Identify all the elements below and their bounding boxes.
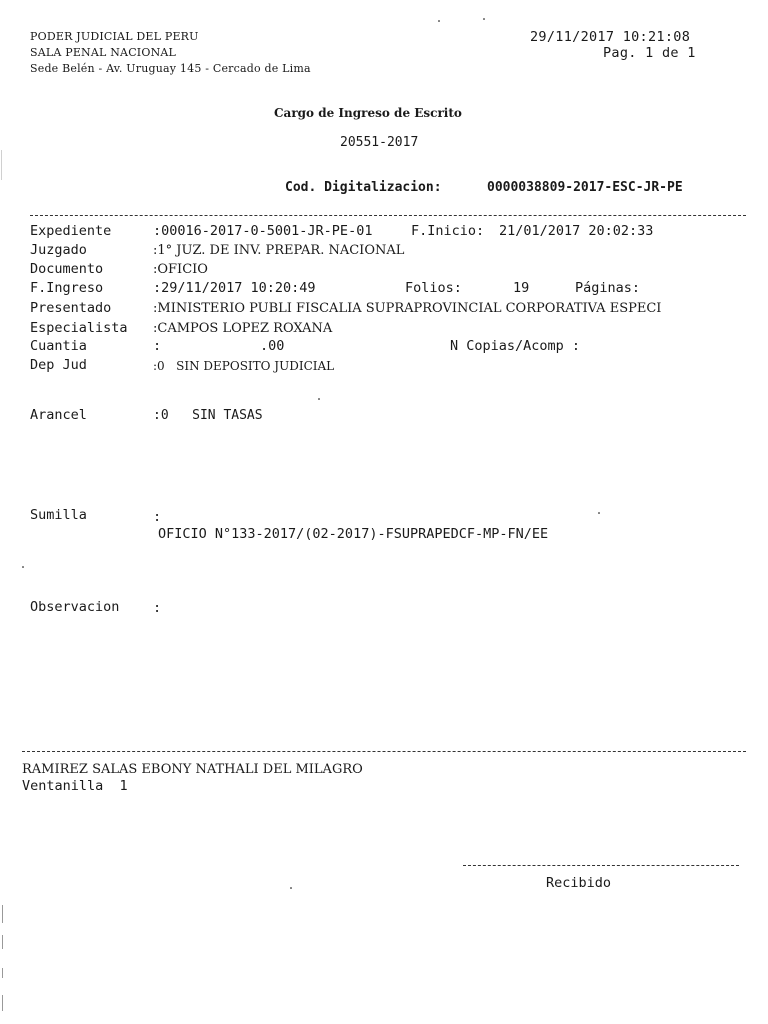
scan-edge-mark [2,968,3,978]
juzgado-label: Juzgado [30,242,87,258]
sumilla-value: OFICIO N°133-2017/(02-2017)-FSUPRAPEDCF-MP-FN/EE [158,526,549,542]
bottom-separator [22,751,746,752]
arancel-value: :0 SIN TASAS [153,408,263,423]
expediente-label: Expediente [30,223,112,239]
chamber-name: SALA PENAL NACIONAL [30,46,177,59]
received-label: Recibido [546,875,612,891]
ventanilla-label: Ventanilla 1 [22,778,128,794]
page-indicator: Pag. 1 de 1 [603,45,696,61]
cuantia-value: .00 [260,338,285,354]
folios-label: Folios: [405,280,462,296]
copias-label: N Copias/Acomp : [450,338,581,354]
top-separator [30,215,746,216]
sumilla-label: Sumilla [30,507,87,523]
especialista-value: :CAMPOS LOPEZ ROXANA [153,321,333,336]
scan-edge-mark [2,905,3,923]
finicio-value: 21/01/2017 20:02:33 [499,223,654,239]
scan-edge-mark [2,995,3,1011]
depjud-label: Dep Jud [30,357,87,373]
fingreso-label: F.Ingreso [30,280,104,296]
juzgado-value: :1° JUZ. DE INV. PREPAR. NACIONAL [153,243,405,258]
finicio-label: F.Inicio: [411,223,485,239]
clerk-name: RAMIREZ SALAS EBONY NATHALI DEL MILAGRO [22,762,363,777]
arancel-label: Arancel [30,407,87,423]
scan-speck [483,18,485,20]
presentado-value: :MINISTERIO PUBLI FISCALIA SUPRAPROVINCIAL CORPORATIVA ESPECI [153,301,662,316]
expediente-value: :00016-2017-0-5001-JR-PE-01 [153,223,373,239]
scan-edge-mark [1,150,2,180]
paginas-label: Páginas: [575,280,641,296]
cuantia-colon: : [153,338,162,354]
observacion-colon: : [153,600,162,616]
fingreso-value: :29/11/2017 10:20:49 [153,280,316,296]
scan-speck [318,398,320,400]
documento-value: :OFICIO [153,262,208,277]
scan-speck [438,20,440,22]
court-name: PODER JUDICIAL DEL PERU [30,30,199,43]
document-title: Cargo de Ingreso de Escrito [274,106,462,120]
depjud-value: :0 SIN DEPOSITO JUDICIAL [153,359,335,373]
folios-value: 19 [513,280,530,296]
signature-line [463,865,739,866]
sumilla-colon: : [153,509,162,525]
presentado-label: Presentado [30,300,112,316]
scan-speck [290,887,292,889]
cuantia-label: Cuantia [30,338,87,354]
scan-speck [22,566,24,568]
digitalization-code-value: 0000038809-2017-ESC-JR-PE [487,180,683,195]
document-number: 20551-2017 [340,135,419,150]
documento-label: Documento [30,261,104,277]
digitalization-code-label: Cod. Digitalizacion: [285,180,442,195]
observacion-label: Observacion [30,599,120,615]
especialista-label: Especialista [30,320,128,336]
print-datetime: 29/11/2017 10:21:08 [530,29,691,45]
scan-edge-mark [2,935,3,949]
scan-speck [598,512,600,514]
court-address: Sede Belén - Av. Uruguay 145 - Cercado de Lima [30,62,311,75]
